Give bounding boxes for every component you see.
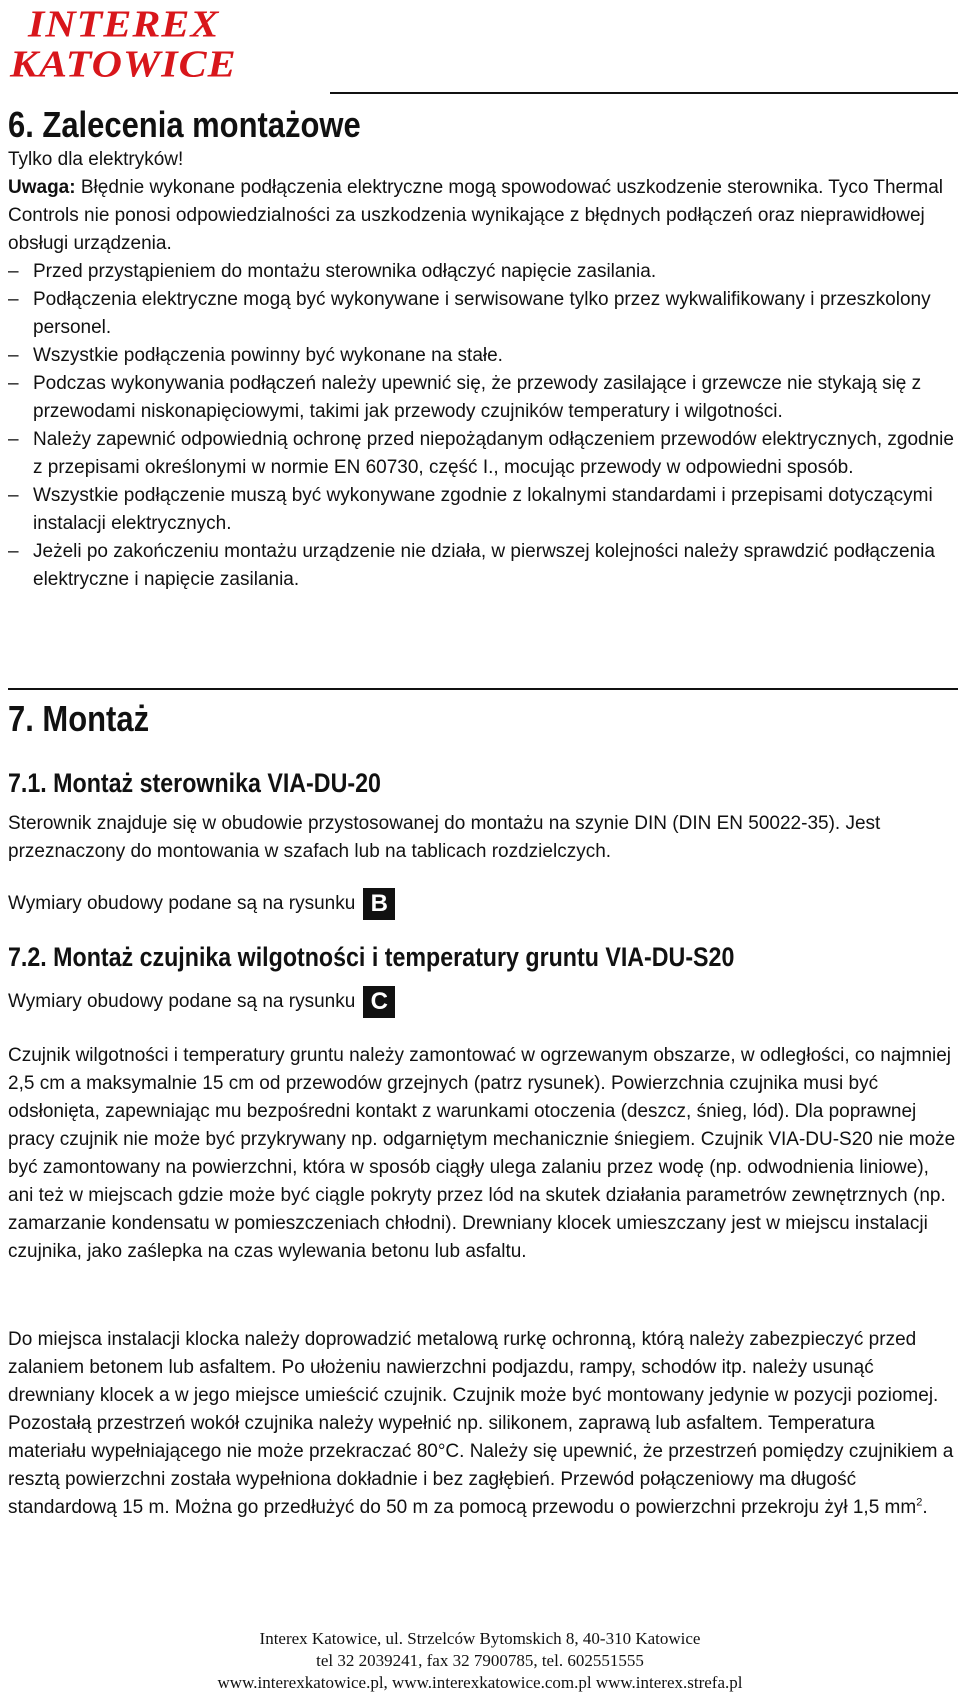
paragraph-end: . bbox=[922, 1497, 928, 1518]
list-item: – Podłączenia elektryczne mogą być wykonywane i serwisowane tylko przez wykwalifikowany i przeszkolony personel. bbox=[8, 286, 956, 342]
page-footer bbox=[0, 1628, 960, 1694]
footer-address: Interex Katowice, ul. Strzelców Bytomskich 8, 40-310 Katowice bbox=[259, 1629, 701, 1648]
list-item: – Podczas wykonywania podłączeń należy upewnić się, że przewody zasilające i grzewcze nie stykają się z przewodami niskonapięciowymi, takimi jak przewody czujników temperatury i wilgotności. bbox=[8, 370, 956, 426]
list-item: – Należy zapewnić odpowiednią ochronę przed niepożądanym odłączeniem przewodów elektrycznych, zgodnie z przepisami określonymi w normie EN 60730, część I., mocując przewody w odpowiedni sposób. bbox=[8, 426, 956, 482]
figure-reference-text: Wymiary obudowy podane są na rysunku bbox=[8, 991, 356, 1013]
section6-title: 6. Zalecenia montażowe bbox=[8, 104, 361, 145]
electricians-only-note: Tylko dla elektryków! bbox=[8, 149, 184, 170]
list-item: – Wszystkie podłączenie muszą być wykonywane zgodnie z lokalnymi standardami i przepisami dotyczącymi instalacji elektrycznych. bbox=[8, 482, 956, 538]
company-logo bbox=[10, 6, 328, 88]
block-installation-paragraph bbox=[8, 1326, 956, 1522]
warning-text: Błędnie wykonane podłączenia elektryczne mogą spowodować uszkodzenie sterownika. Tyco Thermal Controls nie ponosi odpowiedzialności za uszkodzenia wynikające z błędnych podłączeń oraz nieprawidłowej obsługi urządzenia. bbox=[8, 177, 944, 254]
subsection-7-1-title: 7.1. Montaż sterownika VIA-DU-20 bbox=[8, 768, 381, 798]
figure-reference-text: Wymiary obudowy podane są na rysunku bbox=[8, 893, 356, 915]
footer-websites: www.interexkatowice.pl, www.interexkatowice.com.pl www.interex.strefa.pl bbox=[217, 1673, 743, 1692]
list-item: – Jeżeli po zakończeniu montażu urządzenie nie działa, w pierwszej kolejności należy sprawdzić podłączenia elektryczne i napięcie zasilania. bbox=[8, 538, 956, 594]
subsection-7-2-title: 7.2. Montaż czujnika wilgotności i temperatury gruntu VIA-DU-S20 bbox=[8, 942, 735, 972]
logo-line2: KATOWICE bbox=[10, 44, 237, 86]
header-rule bbox=[330, 92, 958, 94]
footer-phones: tel 32 2039241, fax 32 7900785, tel. 602551555 bbox=[316, 1651, 644, 1670]
figure-reference-c bbox=[8, 986, 395, 1018]
figure-badge-b: B bbox=[363, 888, 395, 920]
subsection-7-1-text: Sterownik znajduje się w obudowie przystosowanej do montażu na szynie DIN (DIN EN 50022-35). Jest przeznaczony do montowania w szafach lub na tablicach rozdzielczych. bbox=[8, 813, 881, 862]
list-item: – Wszystkie podłączenia powinny być wykonane na stałe. bbox=[8, 342, 956, 370]
section6-body bbox=[8, 146, 956, 594]
figure-reference-b bbox=[8, 888, 395, 920]
section7-title: 7. Montaż bbox=[8, 698, 150, 739]
warning-paragraph bbox=[8, 174, 956, 258]
logo-line1: INTEREX bbox=[28, 4, 220, 46]
sensor-installation-paragraph: Czujnik wilgotności i temperatury gruntu należy zamontować w ogrzewanym obszarze, w odległości, co najmniej 2,5 cm a maksymalnie 15 cm od przewodów grzejnych (patrz rysunek). Powierzchnia czujnika musi być odsłonięta, zapewniając mu bezpośredni kontakt z warunkami otoczenia (deszcz, śnieg, lód). Dla poprawnej pracy czujnik nie może być przykrywany np. odgarniętym mechanicznie śniegiem. Czujnik VIA-DU-S20 nie może być zamontowany na powierzchni, która w sposób ciągły ulega zalaniu przez wodę (np. odwodnienia liniowe), ani też w miejscach gdzie może być ciągle pokryty przez lód na skutek działania parametrów zewnętrznych (np. zamarzanie kondensatu w pomieszczeniach chłodni). Drewniany klocek umieszczany jest w miejscu instalacji czujnika, jako zaślepka na czas wylewania betonu lub asfaltu. bbox=[8, 1045, 956, 1262]
superscript-2: 2 bbox=[916, 1496, 923, 1509]
list-item: – Przed przystąpieniem do montażu sterownika odłączyć napięcie zasilania. bbox=[8, 258, 956, 286]
warning-label: Uwaga: bbox=[8, 177, 76, 198]
block-installation-text: Do miejsca instalacji klocka należy doprowadzić metalową rurkę ochronną, którą należy zabezpieczyć przed zalaniem betonem lub asfaltem. Po ułożeniu nawierzchni podjazdu, rampy, schodów itp. należy usunąć drewniany klocek a w jego miejsce umieścić czujnik. Czujnik może być montowany jedynie w pozycji poziomej. Pozostałą przestrzeń wokół czujnika należy wypełnić np. silikonem, zaprawą lub asfaltem. Temperatura materiału wypełniającego nie może przekraczać 80°C. Należy się upewnić, że przestrzeń pomiędzy czujnikiem a resztą powierzchni została wypełniona dokładnie i bez zagłębień. Przewód połączeniowy ma długość standardową 15 m. Można go przedłużyć do 50 m za pomocą przewodu o powierzchni przekroju żył 1,5 mm bbox=[8, 1329, 954, 1518]
figure-badge-c: C bbox=[363, 986, 395, 1018]
installation-rules-list bbox=[8, 258, 956, 594]
section-divider bbox=[8, 688, 958, 690]
